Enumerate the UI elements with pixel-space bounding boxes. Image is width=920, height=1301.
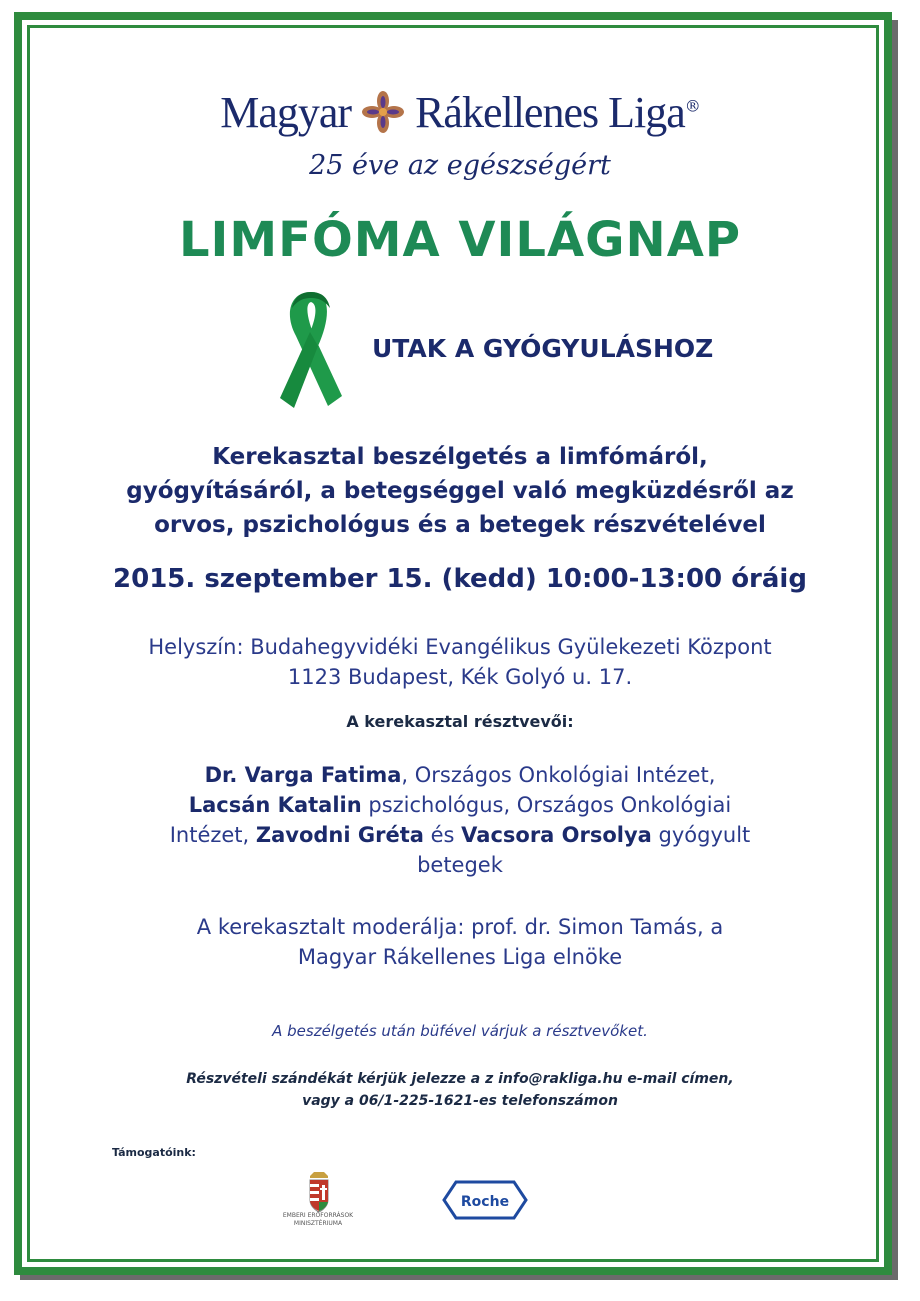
org-name-right: Rákellenes Liga® — [415, 87, 700, 137]
participants-list: Dr. Varga Fatima, Országos Onkológiai Intézet, Lacsán Katalin pszichológus, Országos Onkológiai Intézet, Zavodni Gréta és Vacsora Orsolya gyógyult betegek — [169, 763, 751, 877]
participant-name: Vacsora Orsolya — [461, 823, 652, 847]
registered-mark: ® — [684, 95, 700, 115]
roche-logo — [442, 1180, 528, 1220]
green-ribbon-icon — [270, 288, 352, 414]
buffet-note: A beszélgetés után büfével várjuk a résztvevőket. — [272, 1022, 648, 1040]
participant-name: Zavodni Gréta — [255, 823, 424, 847]
contact-info — [0, 1068, 920, 1112]
intro-line: orvos, pszichológus és a betegek részvételével — [154, 512, 766, 538]
intro-line: gyógyításáról, a betegséggel való megküzdésről az — [126, 478, 794, 504]
moderator — [0, 912, 920, 972]
participant-name: Dr. Varga Fatima — [204, 763, 402, 787]
venue-line: 1123 Budapest, Kék Golyó u. 17. — [287, 665, 633, 689]
participants-heading: A kerekasztal résztvevői: — [346, 712, 574, 731]
venue — [0, 632, 920, 692]
event-subtitle: UTAK A GYÓGYULÁSHOZ — [372, 334, 714, 363]
contact-line: Részvételi szándékát kérjük jelezze a z info@rakliga.hu e-mail címen, — [186, 1071, 734, 1087]
venue-line: Helyszín: Budahegyvidéki Evangélikus Gyülekezeti Központ — [148, 635, 772, 659]
crest-caption: EMBERI ERŐFORRÁSOK MINISZTÉRIUMA — [282, 1212, 354, 1227]
org-logo — [0, 84, 920, 140]
participant-name: Lacsán Katalin — [188, 793, 362, 817]
moderator-line: A kerekasztalt moderálja: prof. dr. Simon Tamás, a — [196, 915, 724, 939]
intro-line: Kerekasztal beszélgetés a limfómáról, — [212, 444, 708, 470]
org-name-left: Magyar — [220, 87, 352, 137]
intro-text — [0, 440, 920, 542]
tagline: 25 éve az egészségért — [309, 150, 611, 181]
roche-wordmark: Roche — [460, 1194, 510, 1210]
event-date: 2015. szeptember 15. (kedd) 10:00-13:00 óráig — [113, 564, 807, 594]
moderator-line: Magyar Rákellenes Liga elnöke — [297, 945, 623, 969]
flower-logo-icon — [361, 90, 405, 134]
contact-line: vagy a 06/1-225-1621-es telefonszámon — [302, 1093, 618, 1109]
event-title: LIMFÓMA VILÁGNAP — [178, 212, 742, 268]
sponsors-label: Támogatóink: — [112, 1146, 196, 1159]
